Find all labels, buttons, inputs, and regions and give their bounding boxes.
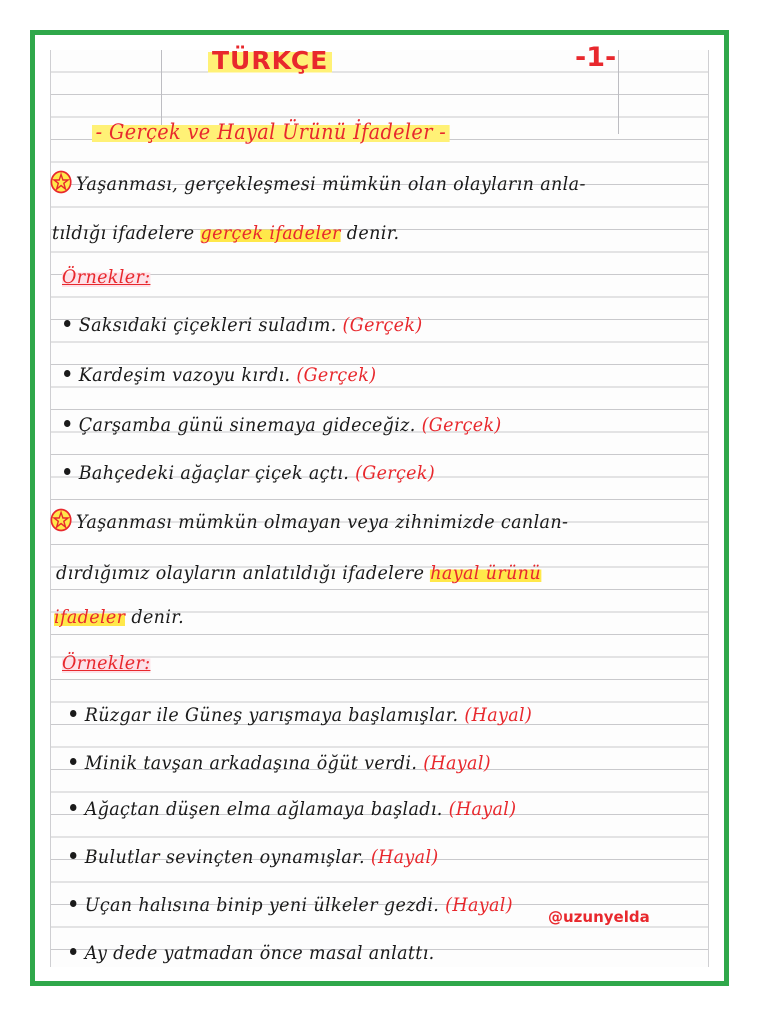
bullet-icon <box>70 948 76 955</box>
page-number: -1- <box>575 42 617 73</box>
star-icon <box>50 508 72 532</box>
bullet-icon <box>64 468 70 475</box>
list-item: Ağaçtan düşen elma ağlamaya başladı. (Hayal) <box>70 798 712 820</box>
bullet-icon <box>70 804 76 811</box>
bullet-icon <box>70 900 76 907</box>
definition-imaginary-line3: ifadeler denir. <box>54 606 185 628</box>
bullet-icon <box>70 758 76 765</box>
definition-real-line2: tıldığı ifadelere gerçek ifadeler denir. <box>52 222 400 244</box>
definition-real-line1: Yaşanması, gerçekleşmesi mümkün olan olayların anla- <box>50 170 712 195</box>
list-item: Kardeşim vazoyu kırdı. (Gerçek) <box>64 364 712 386</box>
bullet-icon <box>70 852 76 859</box>
definition-imaginary-line1: Yaşanması mümkün olmayan veya zihnimizde canlan- <box>50 508 712 533</box>
subtitle: - Gerçek ve Hayal Ürünü İfadeler - <box>92 120 712 144</box>
page-title: TÜRKÇE <box>208 46 332 75</box>
bullet-icon <box>64 370 70 377</box>
bullet-icon <box>70 710 76 717</box>
list-item: Minik tavşan arkadaşına öğüt verdi. (Hayal) <box>70 752 712 774</box>
examples-heading-imaginary: Örnekler: <box>62 652 151 674</box>
list-item: Rüzgar ile Güneş yarışmaya başlamışlar. (Hayal) <box>70 704 712 726</box>
definition-imaginary-line2: dırdığımız olayların anlatıldığı ifadelere hayal ürünü <box>56 562 541 584</box>
list-item: Bulutlar sevinçten oynamışlar. (Hayal) <box>70 846 712 868</box>
term-imaginary-highlight: hayal ürünü <box>430 562 541 584</box>
list-item: Ay dede yatmadan önce masal anlattı. <box>70 942 712 964</box>
star-icon <box>50 170 72 194</box>
bullet-icon <box>64 320 70 327</box>
term-real-highlight: gerçek ifadeler <box>200 222 341 244</box>
examples-heading-real: Örnekler: <box>62 266 151 288</box>
list-item: Çarşamba günü sinemaya gideceğiz. (Gerçek) <box>64 414 712 436</box>
author-watermark: @uzunyelda <box>548 908 650 926</box>
bullet-icon <box>64 420 70 427</box>
list-item: Uçan halısına binip yeni ülkeler gezdi. (Hayal) <box>70 894 712 916</box>
list-item: Saksıdaki çiçekleri suladım. (Gerçek) <box>64 314 712 336</box>
list-item: Bahçedeki ağaçlar çiçek açtı. (Gerçek) <box>64 462 712 484</box>
